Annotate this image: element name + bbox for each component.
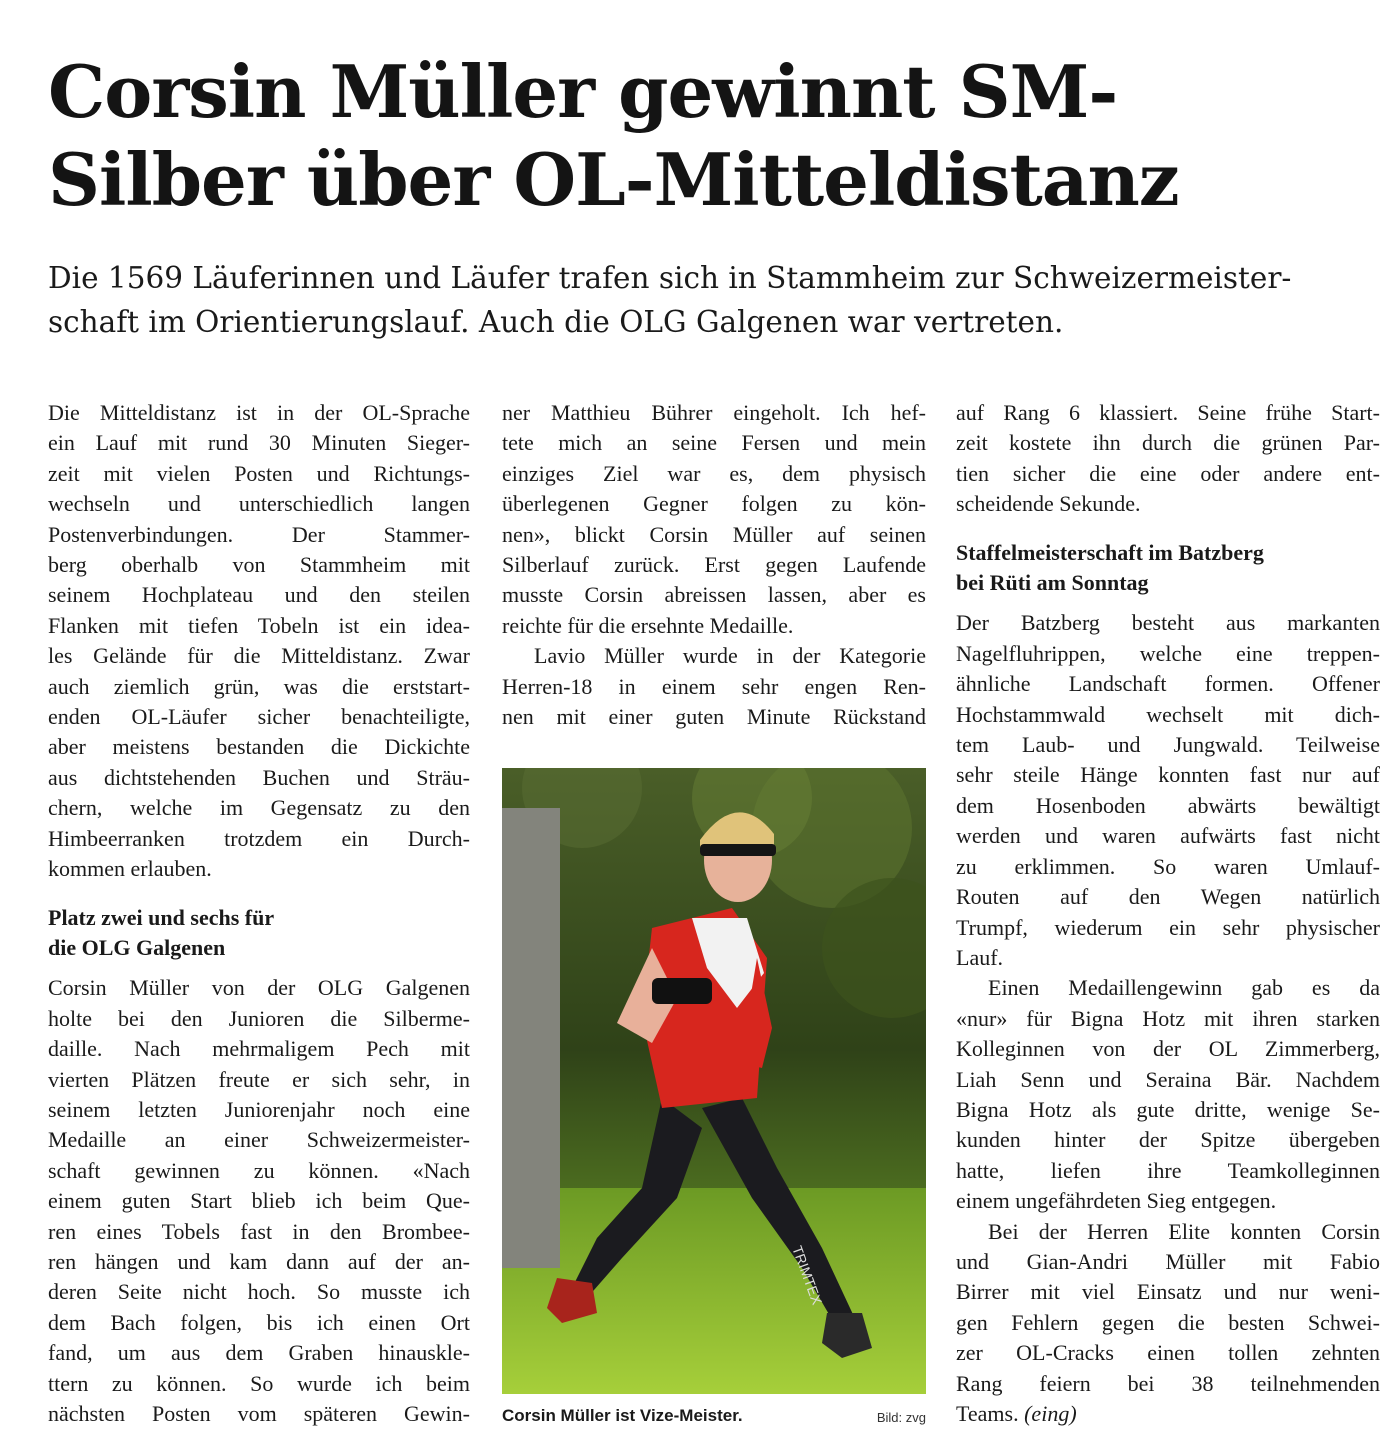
text-line: Medaille an einer Schweizermeister- (48, 1127, 470, 1153)
text-line: fand, um aus dem Graben hinauskle- (48, 1340, 470, 1366)
text-line: kunden hinter der Spitze übergeben (956, 1127, 1380, 1153)
lead-line: schaft im Orientierungslauf. Auch die OLG Galgenen war vertreten. (48, 305, 1064, 339)
text-line: les Gelände für die Mitteldistanz. Zwar (48, 643, 470, 669)
headline-line: Silber über OL-Mitteldistanz (48, 137, 1179, 222)
text-line: werden und waren aufwärts fast nicht (956, 823, 1380, 849)
text-line: zeit mit vielen Posten und Richtungs- (48, 460, 470, 486)
text-line: deren Seite nicht hoch. So musste ich (48, 1279, 470, 1305)
text-line: ein Lauf mit rund 30 Minuten Sieger- (48, 430, 470, 456)
text-line: einziges Ziel war es, dem physisch (502, 460, 926, 486)
text-line (956, 1399, 1380, 1429)
headline (48, 48, 1368, 224)
subheading: bei Rüti am Sonntag (956, 570, 1149, 596)
text-line: wechseln und unterschiedlich langen (48, 491, 470, 517)
text-line: Silberlauf zurück. Erst gegen Laufende (502, 552, 926, 578)
text-line: tem Laub- und Jungwald. Teilweise (956, 732, 1380, 758)
text-line: seinem Hochplateau und den steilen (48, 582, 470, 608)
text-line: Liah Senn und Seraina Bär. Nachdem (956, 1066, 1380, 1092)
article-column-3 (956, 398, 1380, 1429)
text-line: Trumpf, wiederum ein sehr physischer (956, 914, 1380, 940)
text-line: reichte für die ersehnte Medaille. (502, 612, 794, 638)
photo-caption (502, 1404, 926, 1428)
text-line: ner Matthieu Bührer eingeholt. Ich hef- (502, 400, 926, 425)
text-line: zu erklimmen. So waren Umlauf- (956, 853, 1380, 879)
text-line: schaft gewinnen zu können. «Nach (48, 1157, 470, 1183)
article-column-2 (502, 398, 926, 732)
text-line: Postenverbindungen. Der Stammer- (48, 521, 470, 547)
text-line: zeit kostete ihn durch die grünen Par- (956, 430, 1380, 456)
text-line: aus dichtstehenden Buchen und Sträu- (48, 764, 470, 790)
text-line: ttern zu können. So wurde ich beim (48, 1370, 470, 1396)
text-line: Lauf. (956, 944, 1004, 970)
text-line: Der Batzberg besteht aus markanten (956, 610, 1380, 636)
text-line: Bigna Hotz als gute dritte, wenige Se- (956, 1096, 1380, 1122)
text-line: überlegenen Gegner folgen zu kön- (502, 491, 926, 517)
text-line: ren eines Tobels fast in den Brombee- (48, 1218, 470, 1244)
text-line: nen mit einer guten Minute Rückstand (502, 704, 926, 730)
text-line: dem Hosenboden abwärts bewältigt (956, 792, 1380, 818)
text-line: Die Mitteldistanz ist in der OL-Sprache (48, 400, 470, 425)
text-line: zer OL-Cracks einen tollen zehnten (956, 1340, 1380, 1366)
text-line: und Gian-Andri Müller mit Fabio (956, 1248, 1380, 1274)
text-line: seinem letzten Juniorenjahr noch eine (48, 1096, 470, 1122)
author-tag: (eing) (1024, 1401, 1077, 1426)
text-line: Herren-18 in einem sehr engen Ren- (502, 673, 926, 699)
text-line: sehr steile Hänge konnten fast nur auf (956, 762, 1380, 788)
text-line: tien sicher die eine oder andere ent- (956, 460, 1380, 486)
text-line: scheidende Sekunde. (956, 491, 1141, 517)
text-line: musste Corsin abreissen lassen, aber es (502, 582, 926, 608)
shirt-brand-text: TRIMTEX (789, 1243, 826, 1307)
text-line: aber meistens bestanden die Dickichte (48, 734, 470, 760)
text-line: Hochstammwald wechselt mit dich- (956, 701, 1380, 727)
text-line: Bei der Herren Elite konnten Corsin (988, 1218, 1380, 1244)
text-line: Nagelfluhrippen, welche eine treppen- (956, 640, 1380, 666)
text-line: enden OL-Läufer sicher benachteiligte, (48, 704, 470, 730)
text-line: nächsten Posten vom späteren Gewin- (48, 1401, 470, 1426)
text-line: Himbeerranken trotzdem ein Durch- (48, 825, 470, 851)
text-line: ähnliche Landschaft formen. Offener (956, 671, 1380, 697)
runner-photo (502, 768, 926, 1394)
article-column-1 (48, 398, 470, 1429)
text-line: Flanken mit tiefen Tobeln ist ein idea- (48, 612, 470, 638)
photo-credit: Bild: zvg (876, 1410, 926, 1425)
text-line: Einen Medaillengewinn gab es da (988, 975, 1380, 1001)
text-line: einem ungefährdeten Sieg entgegen. (956, 1188, 1277, 1214)
text-line: auf Rang 6 klassiert. Seine frühe Start- (956, 400, 1380, 425)
text-line: einem guten Start blieb ich beim Que- (48, 1188, 470, 1214)
text-line: dem Bach folgen, bis ich einen Ort (48, 1309, 470, 1335)
text-line: chern, welche im Gegensatz zu den (48, 795, 470, 821)
text-line: Routen auf den Wegen natürlich (956, 884, 1380, 910)
text-line: daille. Nach mehrmaligem Pech mit (48, 1036, 470, 1062)
text-line: gen Fehlern gegen die besten Schwei- (956, 1309, 1380, 1335)
text-line: holte bei den Junioren die Silberme- (48, 1005, 470, 1031)
text-line: vierten Plätzen freute er sich sehr, in (48, 1066, 470, 1092)
text-line: nen», blickt Corsin Müller auf seinen (502, 521, 926, 547)
text-line: berg oberhalb von Stammheim mit (48, 552, 470, 578)
text-line: kommen erlauben. (48, 856, 212, 882)
text-line: tete mich an seine Fersen und mein (502, 430, 926, 456)
lead-line: Die 1569 Läuferinnen und Läufer trafen sich in Stammheim zur Schweizermeister- (48, 261, 1292, 295)
lead-paragraph (48, 256, 1378, 344)
text-line: Kolleginnen von der OL Zimmerberg, (956, 1036, 1380, 1062)
closing-text: Teams. (956, 1401, 1019, 1426)
subheading: Staffelmeisterschaft im Batzberg (956, 539, 1264, 565)
text-line: Rang feiern bei 38 teilnehmenden (956, 1370, 1380, 1396)
text-line: auch ziemlich grün, was die erststart- (48, 673, 470, 699)
text-line: Lavio Müller wurde in der Kategorie (534, 643, 926, 669)
subheading: Platz zwei und sechs für (48, 904, 275, 930)
text-line: Corsin Müller von der OLG Galgenen (48, 975, 470, 1001)
text-line: hatte, liefen ihre Teamkolleginnen (956, 1157, 1380, 1183)
text-line: ren hängen und kam dann auf der an- (48, 1248, 470, 1274)
subheading: die OLG Galgenen (48, 934, 226, 960)
caption-text: Corsin Müller ist Vize-Meister. (502, 1406, 743, 1425)
headline-line: Corsin Müller gewinnt SM- (48, 49, 1118, 134)
text-line: Birrer mit viel Einsatz und nur weni- (956, 1279, 1380, 1305)
text-line: «nur» für Bigna Hotz mit ihren starken (956, 1005, 1380, 1031)
